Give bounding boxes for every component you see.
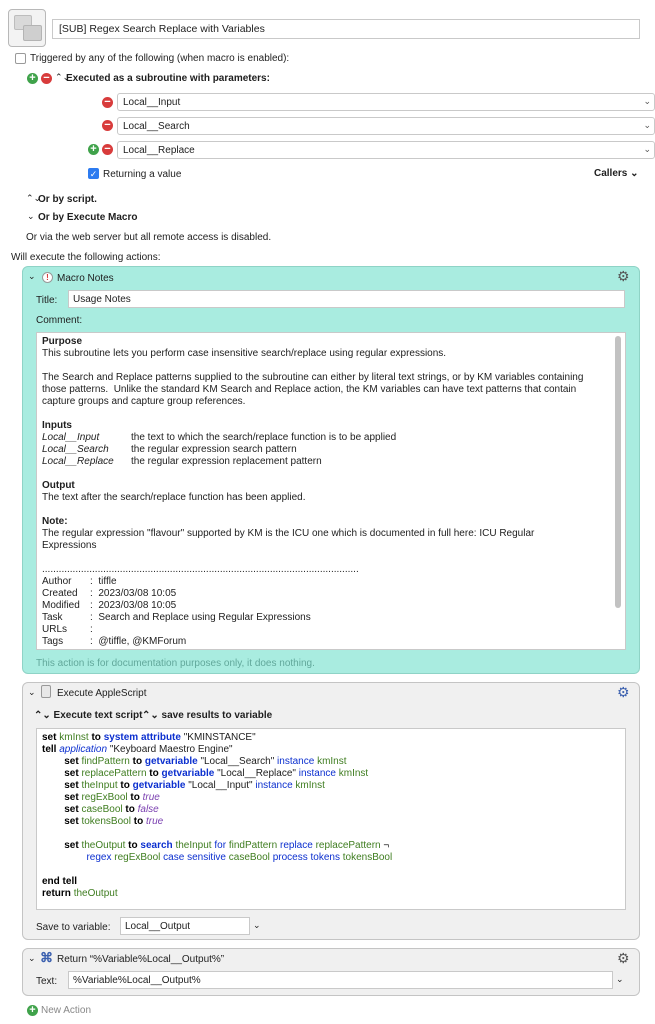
returning-label: Returning a value: [103, 169, 182, 180]
new-action-icon[interactable]: +: [27, 1005, 38, 1016]
chevron-down-icon[interactable]: ⌄: [643, 120, 651, 130]
new-action-button[interactable]: New Action: [41, 1005, 92, 1016]
chevron-down-icon[interactable]: ⌄: [643, 96, 651, 106]
param-field[interactable]: Local__Input ⌄: [117, 93, 655, 111]
exclamation-icon: !: [42, 272, 53, 283]
notes-title-label: Title:: [36, 295, 58, 306]
callers-button[interactable]: Callers ⌄: [594, 168, 639, 179]
subroutine-label: Executed as a subroutine with parameters:: [66, 73, 270, 84]
remove-trigger-icon[interactable]: −: [41, 73, 52, 84]
applescript-header: Execute AppleScript: [57, 688, 147, 699]
remove-param-icon[interactable]: −: [102, 97, 113, 108]
macro-icon[interactable]: [8, 9, 46, 47]
comment-label: Comment:: [36, 315, 83, 326]
add-trigger-icon[interactable]: +: [27, 73, 38, 84]
return-header: Return “%Variable%Local__Output%”: [57, 954, 225, 965]
script-editor[interactable]: set kmInst to system attribute "KMINSTANCE" tell application "Keyboard Maestro Engine" set findPattern to getvariable "Local__Search" instance kmInst set replacePattern to getvariable "Local__Replace" instance kmInst set theInput to getvariable "Local__Input" instance kmInst set regExBool to true set caseBool to false set tokensBool to true set theOutput to search theInput for findPattern replace replacePattern ¬ regex regExBool case sensitive caseBool process tokens tokensBool end tell return theOutput: [36, 728, 626, 910]
return-text-label: Text:: [36, 976, 58, 987]
updown-chevron-icon[interactable]: ⌃⌄: [26, 193, 42, 203]
comment-textarea[interactable]: Purpose This subroutine lets you perform case insensitive search/replace using regular expressions. The Search and Replace patterns supplied to the subroutine can either by literal text strings, or by KM variables containing those patterns. Unlike the standard KM Search and Replace action, the KM variables can have text patterns that contain capture groups and capture group references. Inputs Local__Input the text to which the search/replace function is to be applied Local__Search the regular expression search pattern Local__Replace the regular expression replacement pattern Output The text after the search/replace function has been applied. Note: The regular expression "flavour" supported by KM is the ICU one which is documented in full here: ICU Regular Expressions .................................................................................................................. Author : tiffle Created : 2023/03/08 10:05 Modified : 2023/03/08 10:05 Task : Search and Replace using Regular Expressions URLs : Tags : @tiffle, @KMForum: [36, 332, 626, 650]
chevron-down-icon[interactable]: ⌄: [28, 271, 36, 281]
chevron-down-icon[interactable]: ⌄: [28, 953, 36, 963]
scrollbar[interactable]: [615, 336, 621, 608]
notes-header: Macro Notes: [57, 273, 114, 284]
updown-chevron-icon[interactable]: ⌃⌄: [55, 72, 71, 82]
notes-footer: This action is for documentation purposes only, it does nothing.: [36, 658, 315, 669]
add-param-icon[interactable]: +: [88, 144, 99, 155]
notes-title-field[interactable]: Usage Notes: [68, 290, 625, 308]
chevron-down-icon[interactable]: ⌄: [643, 144, 651, 154]
save-variable-field[interactable]: Local__Output: [120, 917, 250, 935]
save-mode-popup[interactable]: ⌃⌄ save results to variable: [142, 710, 273, 721]
returning-checkbox[interactable]: ✓: [89, 169, 98, 179]
or-script-label: Or by script.: [38, 194, 97, 205]
script-icon: [41, 685, 51, 698]
param-field[interactable]: Local__Replace ⌄: [117, 141, 655, 159]
gear-icon[interactable]: ⚙: [617, 684, 630, 700]
exec-mode-popup[interactable]: ⌃⌄ Execute text script: [34, 710, 143, 721]
trigger-label: Triggered by any of the following (when macro is enabled):: [30, 53, 290, 64]
remove-param-icon[interactable]: −: [102, 120, 113, 131]
or-execute-label: Or by Execute Macro: [38, 212, 138, 223]
gear-icon[interactable]: ⚙: [617, 950, 630, 966]
chevron-down-icon[interactable]: ⌄: [27, 211, 35, 221]
chevron-down-icon[interactable]: ⌄: [253, 920, 261, 930]
command-icon: ⌘: [40, 950, 53, 965]
web-server-label: Or via the web server but all remote access is disabled.: [26, 232, 272, 243]
param-field[interactable]: Local__Search ⌄: [117, 117, 655, 135]
trigger-checkbox[interactable]: [15, 53, 26, 64]
chevron-down-icon[interactable]: ⌄: [616, 974, 624, 984]
chevron-down-icon[interactable]: ⌄: [28, 687, 36, 697]
remove-param-icon[interactable]: −: [102, 144, 113, 155]
will-execute-label: Will execute the following actions:: [11, 252, 161, 263]
gear-icon[interactable]: ⚙: [617, 268, 630, 284]
return-text-field[interactable]: %Variable%Local__Output%: [68, 971, 613, 989]
macro-title-field[interactable]: [SUB] Regex Search Replace with Variables: [52, 19, 640, 39]
save-to-label: Save to variable:: [36, 922, 111, 933]
